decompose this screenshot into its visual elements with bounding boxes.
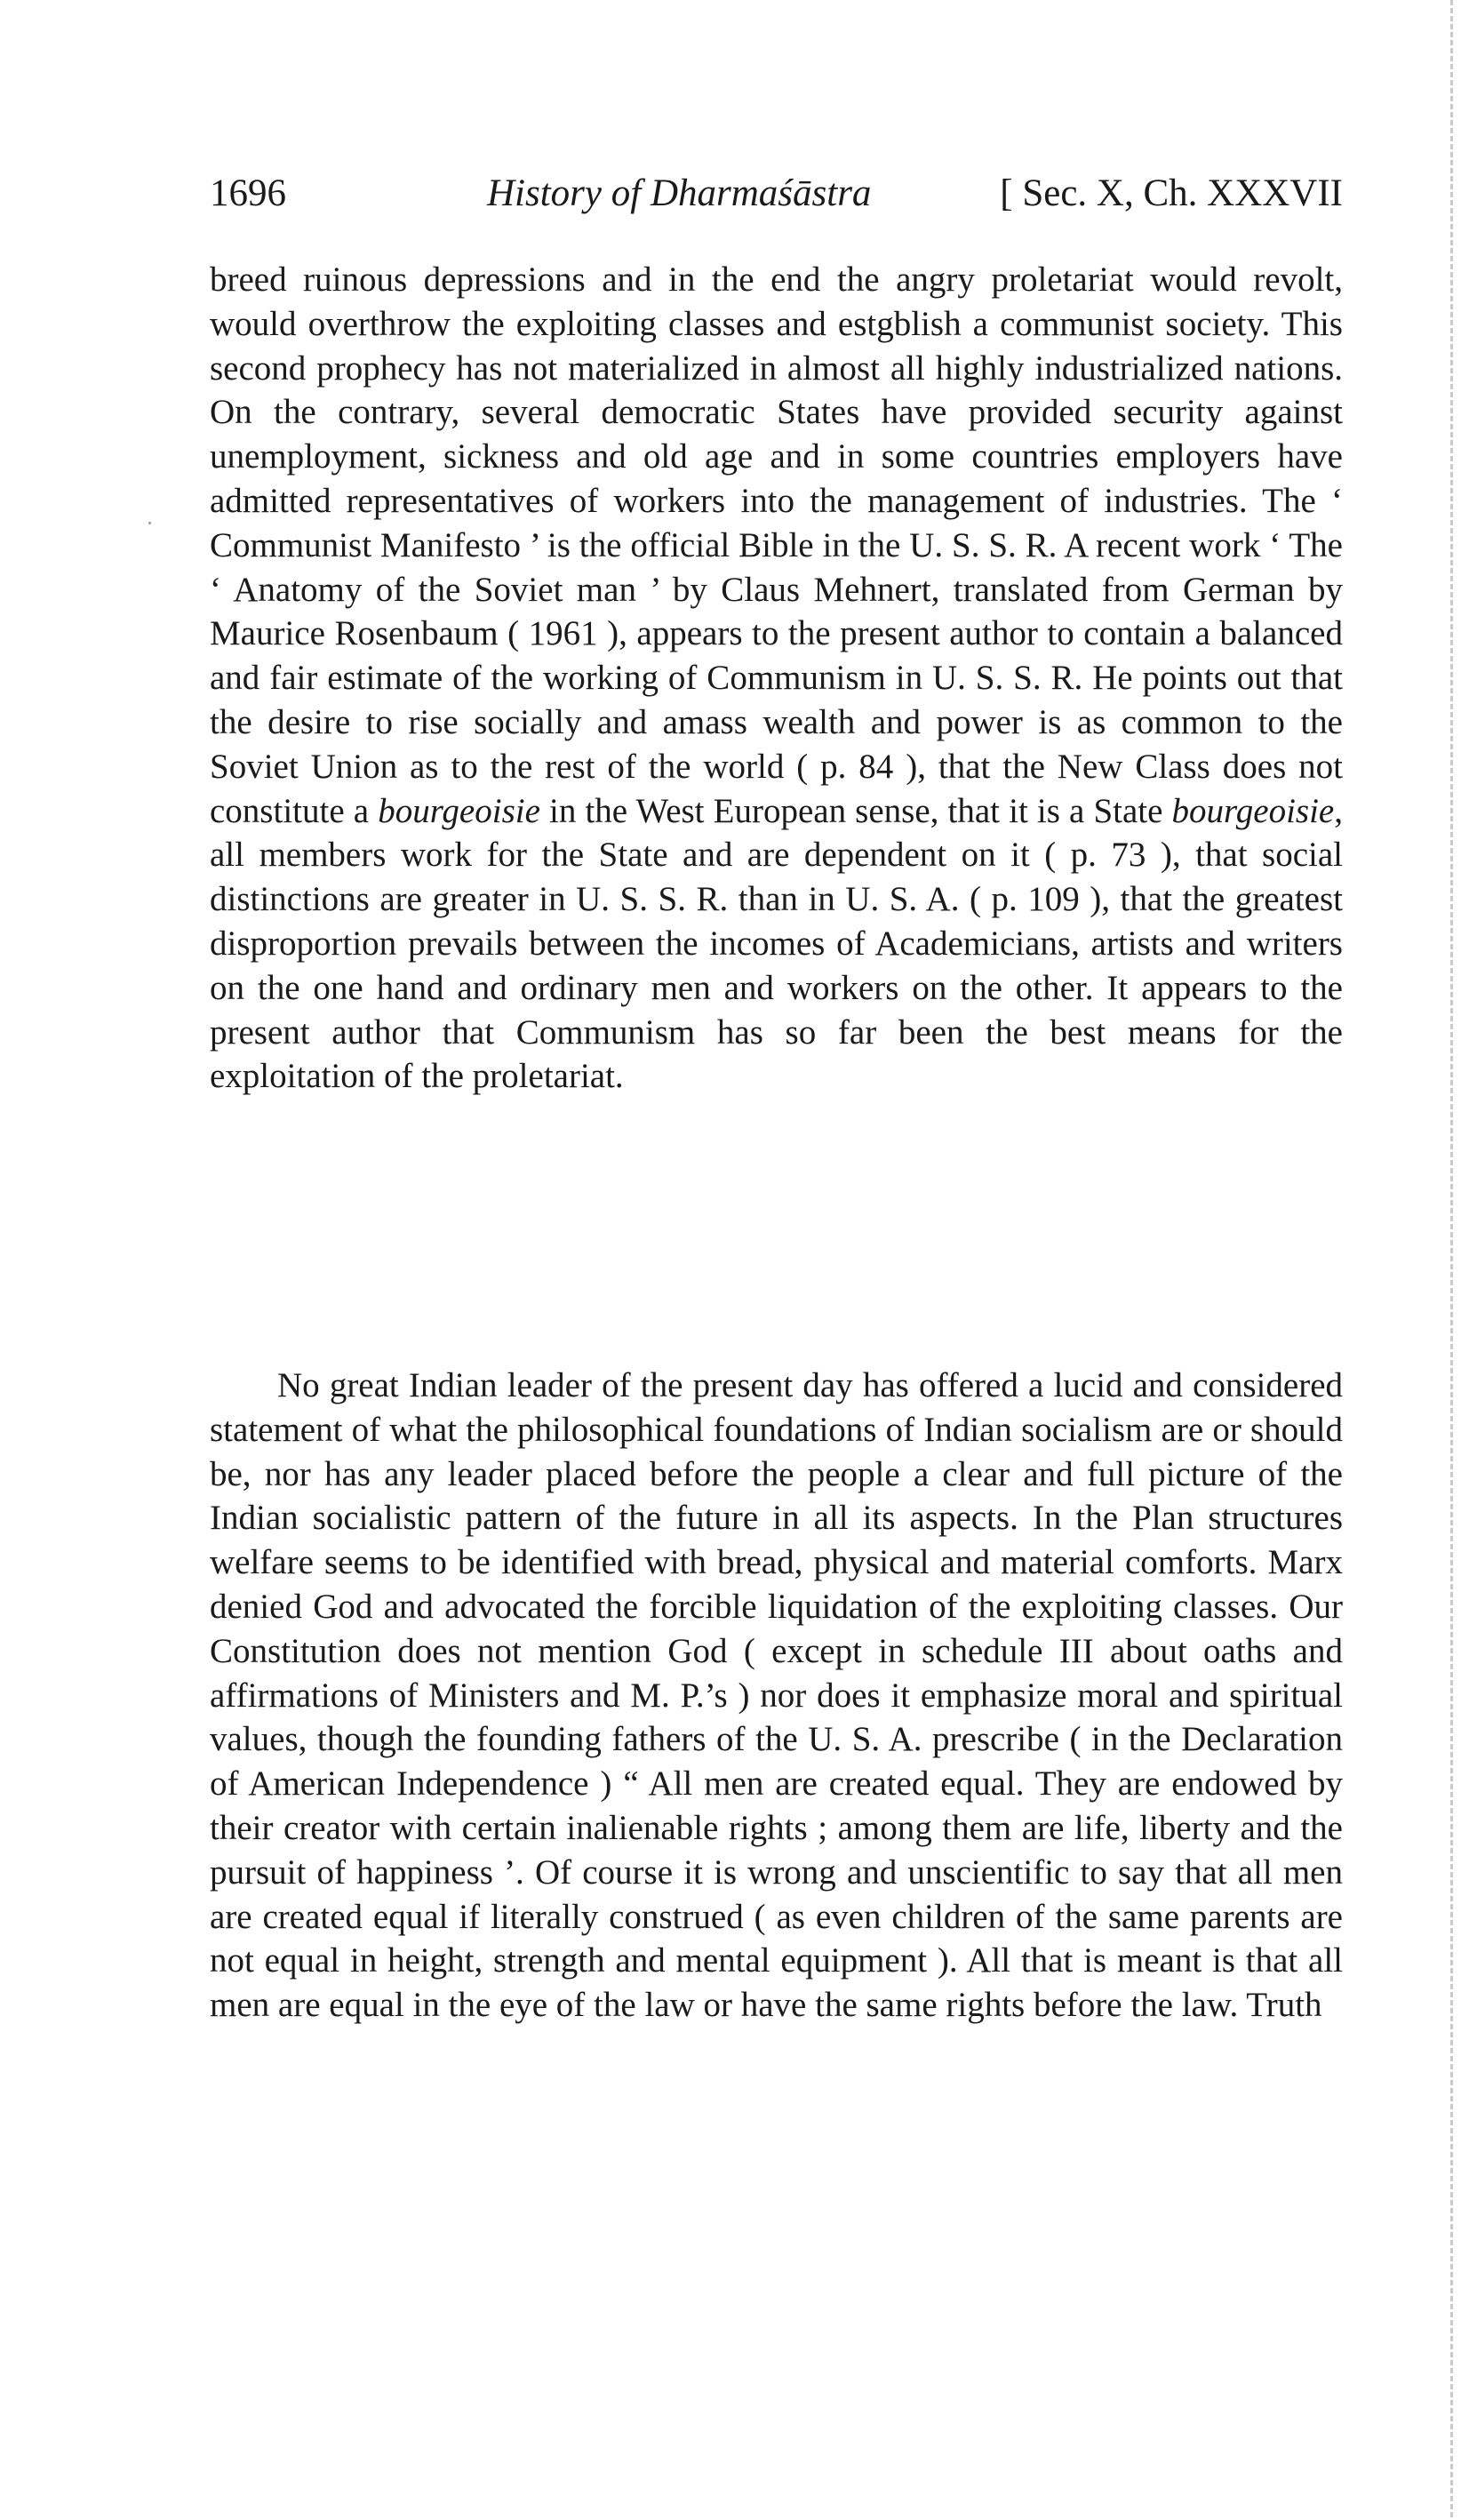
- paragraph-1-text: breed ruinous depressions and in the end the angry proletariat would revolt, would overthrow the exploiting classes and estgblish a communist society. This second prophecy has not materialized in almost all highly industrialized nations. On the contrary, several democratic States have provided security against unemployment, sickness and old age and in some countries employers have admitted representatives of workers into the management of industries. The ‘ Communist Manifesto ’ is the official Bible in the U. S. S. R. A recent work ‘ The ‘ Anatomy of the Soviet man ’ by Claus Mehnert, translated from German by Maurice Rosenbaum ( 1961 ), appears to the present author to contain a balanced and fair estimate of the working of Communism in U. S. S. R. He points out that the desire to rise socially and amass wealth and power is as common to the Soviet Union as to the rest of the world ( p. 84 ), that the New Class does not constitute a: [210, 260, 1343, 830]
- paragraph-2: [210, 1364, 1343, 2028]
- running-header: [210, 167, 1343, 220]
- paragraph-1-text: in the West European sense, that it is a State: [539, 791, 1172, 830]
- paragraph-2-text: No great Indian leader of the present day has offered a lucid and considered statement of what the philosophical foundations of Indian socialism are or should be, nor has any leader placed before the people a clear and full picture of the Indian socialistic pattern of the future in all its aspects. In the Plan structures welfare seems to be identified with bread, physical and material comforts. Marx denied God and advocated the forcible liquidation of the exploiting classes. Our Constitution does not mention God ( except in schedule III about oaths and affirmations of Ministers and M. P.’s ) nor does it emphasize moral and spiritual values, though the founding fathers of the U. S. A. prescribe ( in the Declaration of American Independence ) “ All men are created equal. They are endowed by their creator with certain inalienable rights ; among them are life, liberty and the pursuit of happiness ’. Of course it is wrong and unscientific to say that all men are created equal if literally construed ( as even children of the same parents are not equal in height, strength and mental equipment ). All that is meant is that all men are equal in the eye of the law or have the same rights before the law. Truth: [210, 1366, 1343, 2025]
- scan-speck: [148, 522, 151, 524]
- page-number: 1696: [210, 172, 286, 214]
- running-title: History of Dharmaśāstra: [487, 172, 872, 214]
- paragraph-1: [210, 258, 1343, 1099]
- italic-term-bourgeoisie: bourgeoisie: [1171, 791, 1335, 830]
- section-reference: [ Sec. X, Ch. XXXVII: [1000, 172, 1343, 214]
- page-edge-shadow: [1450, 0, 1453, 2520]
- paragraph-1-text: , all members work for the State and are dependent on it ( p. 73 ), that social distinctions are greater in U. S. S. R. than in U. S. A. ( p. 109 ), that the greatest disproportion prevails between the incomes of Academicians, artists and writers on the one hand and ordinary men and workers on the other. It appears to the present author that Communism has so far been the best means for the exploitation of the proletariat.: [210, 791, 1343, 1096]
- italic-term-bourgeoisie: bourgeoisie: [378, 791, 540, 830]
